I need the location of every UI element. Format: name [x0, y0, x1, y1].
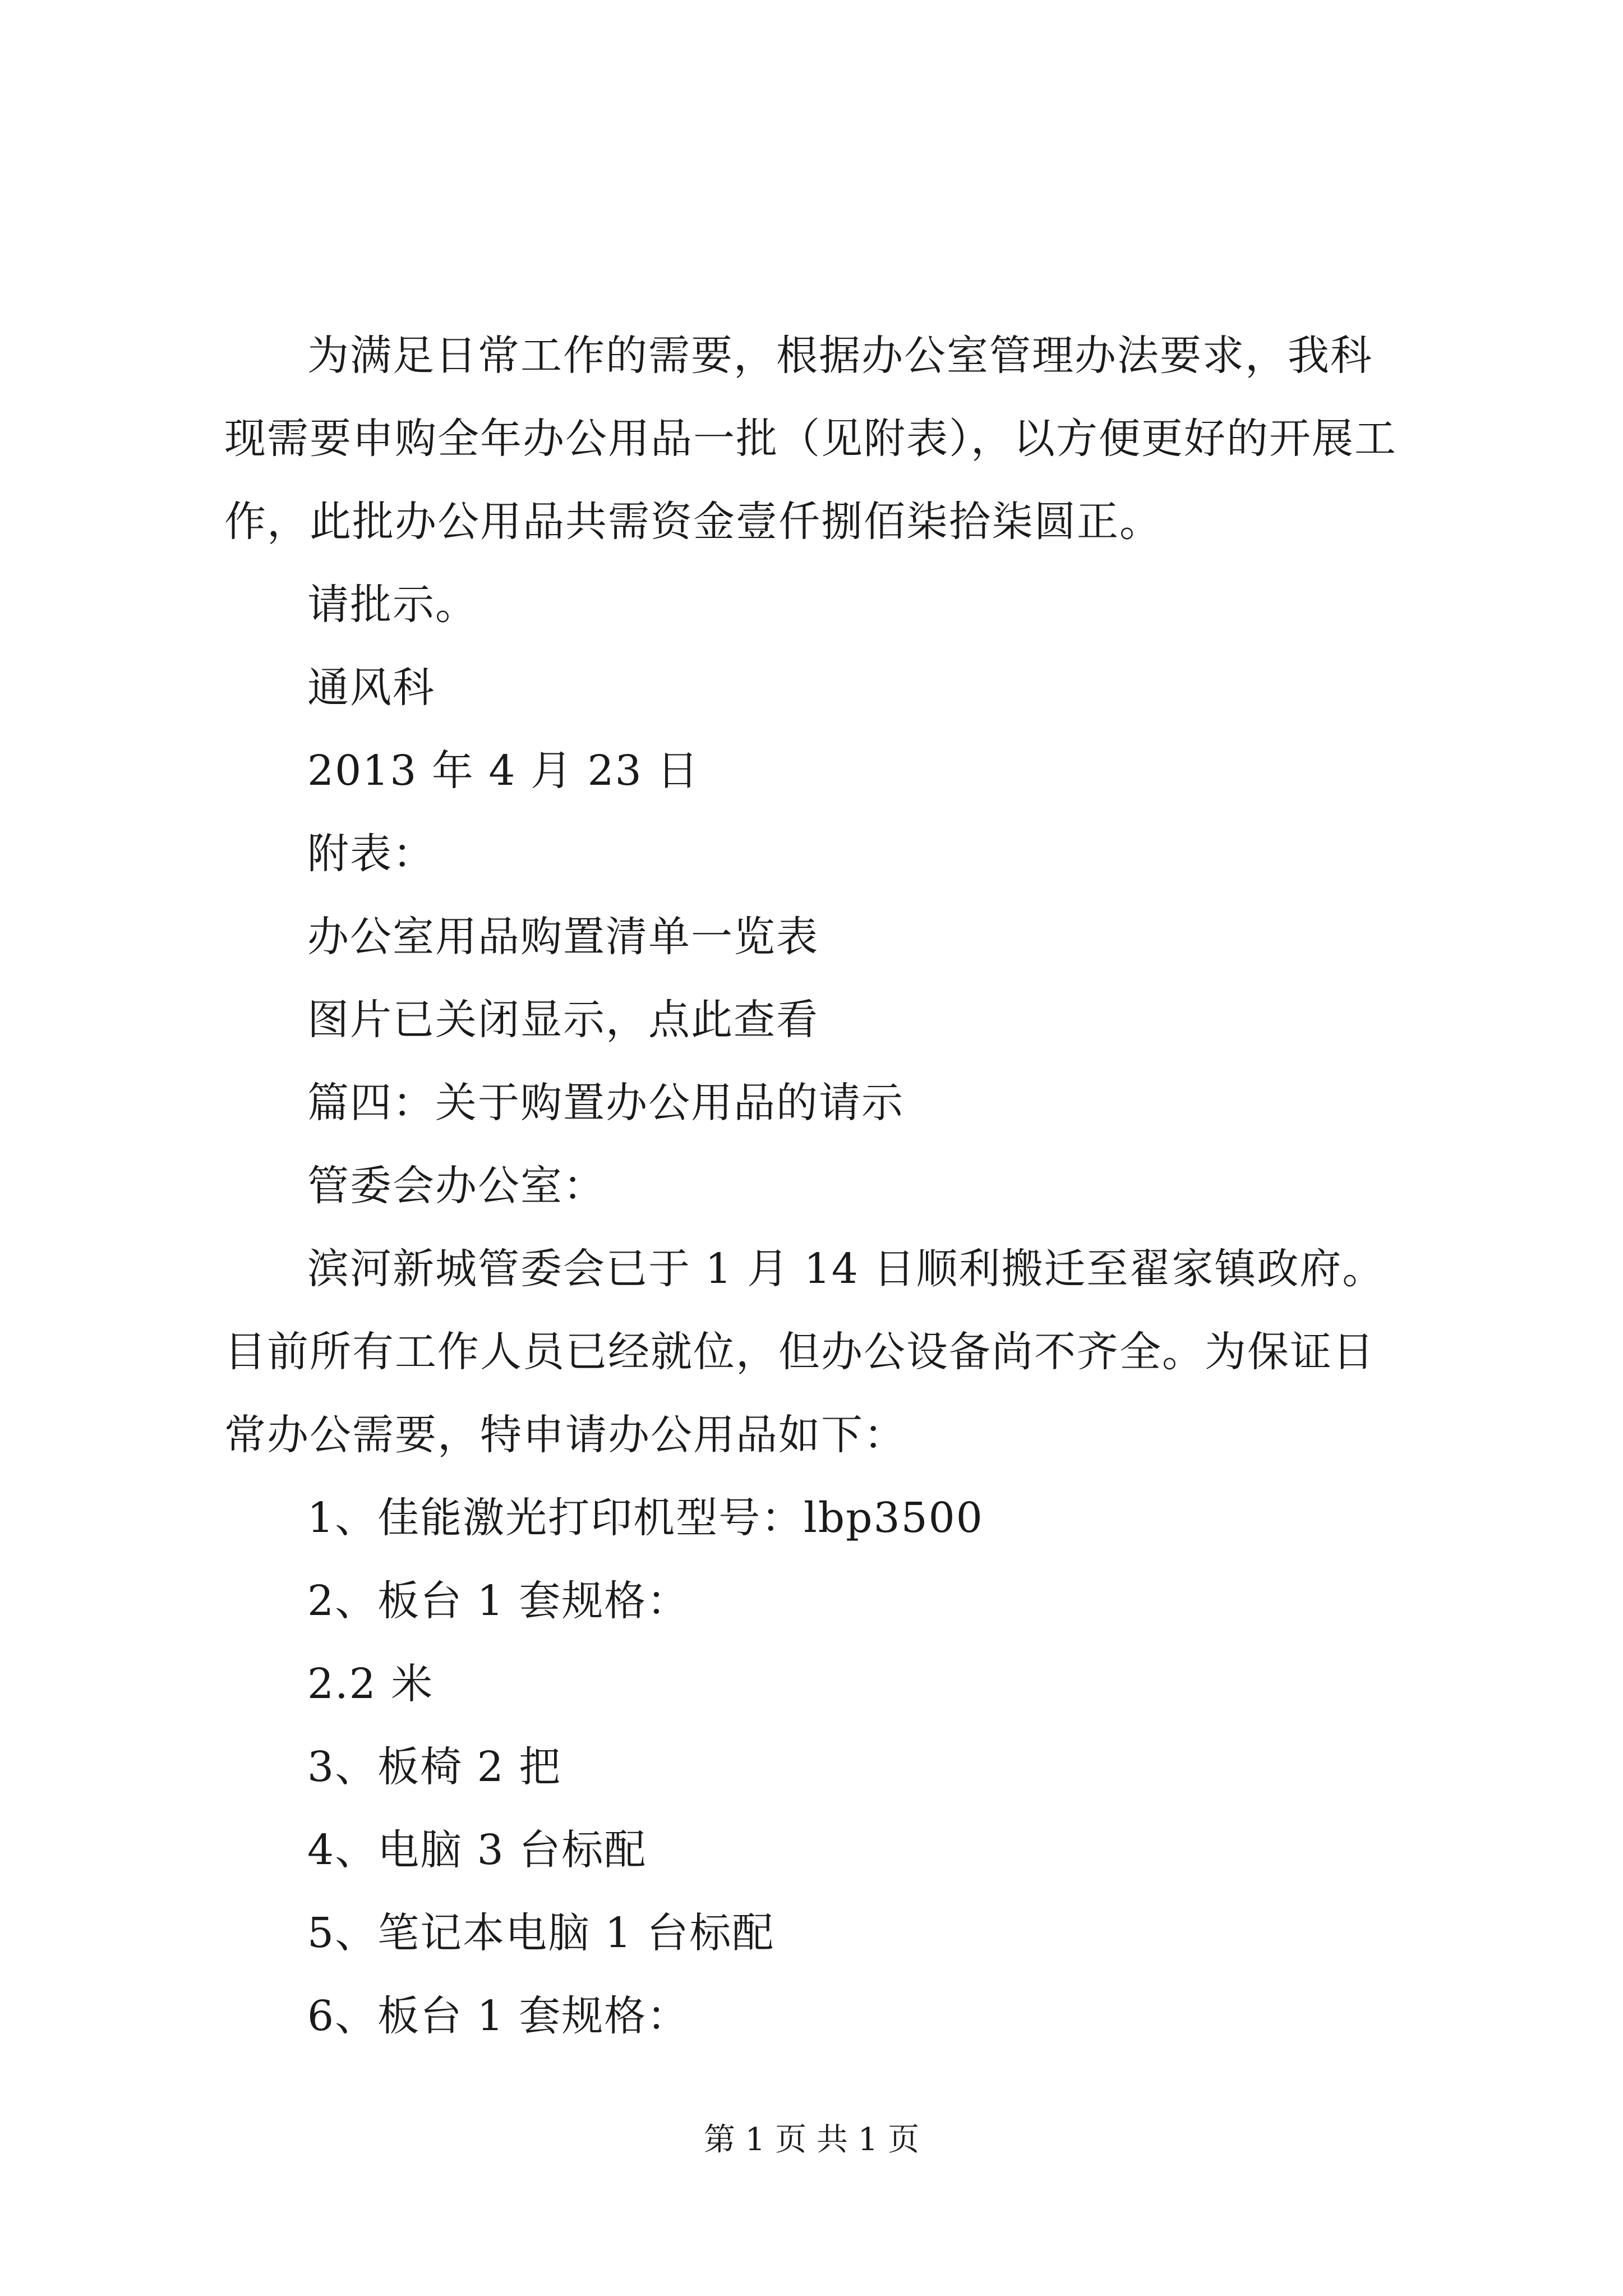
paragraph-section-heading: 篇四：关于购置办公用品的请示: [307, 1079, 904, 1127]
paragraph-department: 通风科: [307, 664, 435, 712]
list-item-desk-size: 2.2 米: [307, 1660, 434, 1708]
paragraph-attachment-title: 办公室用品购置清单一览表: [307, 913, 819, 961]
list-item-chairs: 3、板椅 2 把: [307, 1743, 562, 1791]
page-footer: 第 1 页 共 1 页: [703, 2122, 920, 2158]
paragraph-addressee: 管委会办公室：: [307, 1162, 606, 1210]
paragraph-image-hidden-link[interactable]: 图片已关闭显示，点此查看: [307, 996, 819, 1044]
document-body: [224, 314, 1402, 2058]
list-item-laptop: 5、笔记本电脑 1 台标配: [307, 1909, 775, 1957]
list-item-desk-2: 6、板台 1 套规格：: [307, 1992, 690, 2040]
paragraph-attachment-label: 附表：: [307, 830, 435, 878]
paragraph-please-approve: 请批示。: [307, 581, 478, 629]
paragraph-date: 2013 年 4 月 23 日: [307, 747, 700, 795]
paragraph-relocation-body: 滨河新城管委会已于 1 月 14 日顺利搬迁至翟家镇政府。目前所有工作人员已经就位，但办公设备尚不齐全。为保证日常办公需要，特申请办公用品如下：: [224, 1245, 1385, 1459]
list-item-desk: 2、板台 1 套规格：: [307, 1577, 690, 1625]
list-item-printer: 1、佳能激光打印机型号：lbp3500: [307, 1494, 984, 1542]
list-item-computers: 4、电脑 3 台标配: [307, 1826, 647, 1874]
paragraph-request-body: 为满足日常工作的需要，根据办公室管理办法要求，我科现需要申购全年办公用品一批（见附表），以方便更好的开展工作，此批办公用品共需资金壹仟捌佰柒拾柒圆正。: [224, 332, 1397, 546]
